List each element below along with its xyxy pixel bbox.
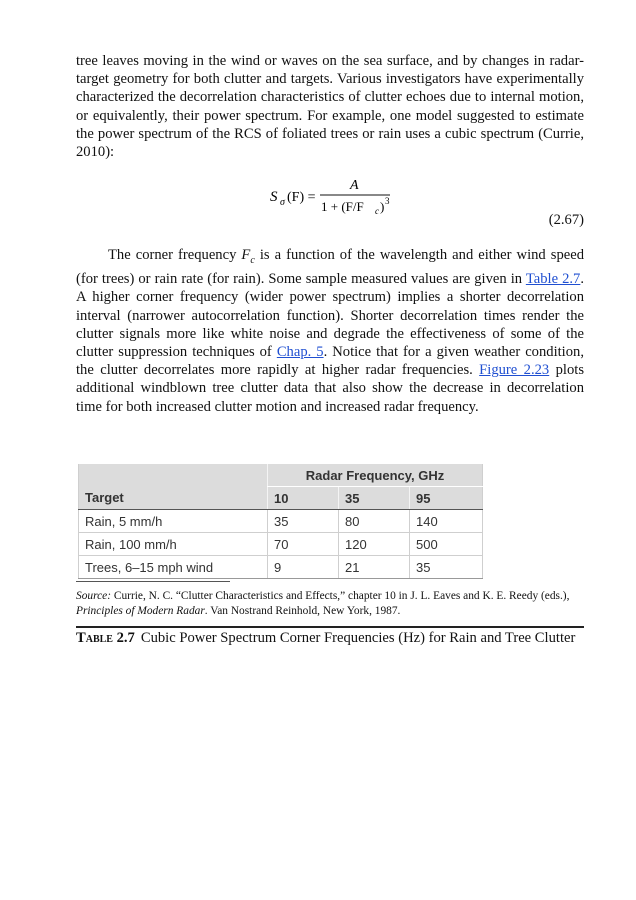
source-text-1: Currie, N. C. “Clutter Characteristics and Effects,” chapter 10 in J. L. Eaves and K. E. Reedy (eds.), xyxy=(111,590,570,602)
source-book-title: Principles of Modern Radar xyxy=(76,604,205,617)
table-source-note xyxy=(76,589,584,618)
eq-denominator-end: ) xyxy=(380,199,385,214)
table-header-10ghz: 10 xyxy=(268,487,339,510)
eq-denominator-sub: c xyxy=(375,206,379,216)
para2-text-5: plots additional windblown tree clutter data that also show the decrease in decorrelation time for both increased clutter motion and increased radar frequency. xyxy=(76,362,584,415)
table-cell-35ghz: 120 xyxy=(339,533,410,556)
eq-numerator: A xyxy=(350,178,359,193)
eq-denominator-exp: 3 xyxy=(385,196,390,206)
source-text-2: . Van Nostrand Reinhold, New York, 1987. xyxy=(204,604,401,617)
equation-cubic-spectrum xyxy=(268,174,408,220)
symbol-fc: F xyxy=(241,247,251,263)
table-caption xyxy=(76,629,584,647)
eq-lhs-subscript: σ xyxy=(280,197,285,208)
table-row xyxy=(79,533,483,556)
eq-lhs-symbol: S xyxy=(270,189,278,205)
table-row xyxy=(79,510,483,533)
table-cell-95ghz: 140 xyxy=(410,510,483,533)
source-label: Source: xyxy=(76,590,112,602)
paragraph-intro: tree leaves moving in the wind or waves on the sea surface, and by changes in radar-target geometry for both clutter and targets. Various investigators have experimentally characterized the decorrelation characteristics of clutter echoes due to internal motion, or equivalently, their power spectrum. For example, one model suggested to estimate the power spectrum of the RCS of foliated trees or rain uses a cubic spectrum (Currie, 2010): xyxy=(76,53,584,161)
table-2-7-link[interactable]: Table 2.7 xyxy=(525,271,581,288)
paragraph-corner-frequency xyxy=(76,246,584,416)
para2-text-3: . A higher corner frequency (wider power spectrum) implies a shorter decorrelation interval (narrower autocorrelation function). Shorter decorrelation times render the clutter signals more like white noise and degrade the effectiveness of some of the clutter suppression techniques of xyxy=(76,271,584,360)
table-cell-10ghz: 9 xyxy=(268,556,339,579)
symbol-fc-sub: c xyxy=(250,254,255,266)
table-group-header-row xyxy=(79,464,483,487)
table-header-35ghz: 35 xyxy=(339,487,410,510)
para2-text-2: is a function of the wavelength and either wind speed (for trees) or rain rate (for rain). Some sample measured values are given in xyxy=(76,247,584,288)
caption-label: Table 2.7 xyxy=(76,630,135,646)
table-header-95ghz: 95 xyxy=(410,487,483,510)
table-cell-95ghz: 500 xyxy=(410,533,483,556)
table-cell-10ghz: 35 xyxy=(268,510,339,533)
table-cell-target: Rain, 100 mm/h xyxy=(79,533,268,556)
source-divider xyxy=(76,581,230,582)
caption-divider xyxy=(76,626,584,628)
table-cell-35ghz: 80 xyxy=(339,510,410,533)
table-header-row xyxy=(79,487,483,510)
figure-2-23-link[interactable]: Figure 2.23 xyxy=(479,362,550,379)
table-header-target: Target xyxy=(79,487,268,510)
eq-lhs-arg: (F) = xyxy=(287,190,316,205)
corner-frequency-table xyxy=(78,464,483,579)
para2-text-4: . Notice that for a given weather condition, the clutter decorrelates more rapidly at higher radar frequencies. xyxy=(76,343,584,379)
table-cell-35ghz: 21 xyxy=(339,556,410,579)
chapter-5-link[interactable]: Chap. 5 xyxy=(276,343,324,360)
table-cell-target: Rain, 5 mm/h xyxy=(79,510,268,533)
eq-denominator-start: 1 + (F/F xyxy=(321,199,364,214)
table-cell-target: Trees, 6–15 mph wind xyxy=(79,556,268,579)
table-group-header: Radar Frequency, GHz xyxy=(268,464,483,487)
table-header-blank xyxy=(79,464,268,487)
caption-text: Cubic Power Spectrum Corner Frequencies (Hz) for Rain and Tree Clutter xyxy=(140,630,576,646)
para2-text-1: The corner frequency xyxy=(108,247,242,263)
equation-number: (2.67) xyxy=(548,212,584,228)
table-cell-10ghz: 70 xyxy=(268,533,339,556)
table-cell-95ghz: 35 xyxy=(410,556,483,579)
table-row xyxy=(79,556,483,579)
